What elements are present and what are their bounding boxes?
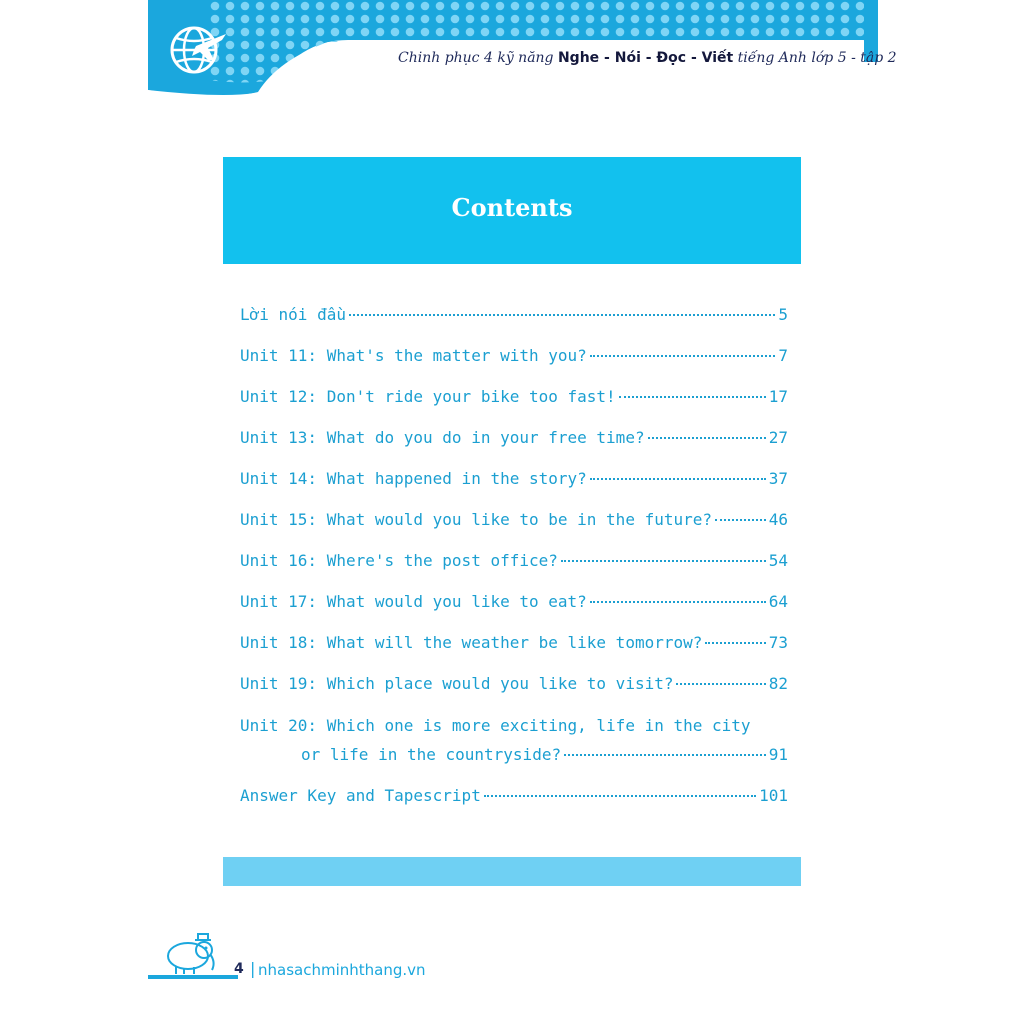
toc-entry[interactable]	[240, 387, 788, 417]
toc-entry-page: 54	[768, 551, 788, 570]
toc-entry[interactable]	[240, 551, 788, 581]
toc-entry-title: Unit 18: What will the weather be like tomorrow?	[240, 633, 703, 652]
contents-title: Contents	[451, 193, 573, 222]
contents-header-box	[223, 157, 801, 264]
toc-entry[interactable]	[240, 510, 788, 540]
toc-leader-dots	[561, 560, 766, 562]
toc-entry-title: Unit 13: What do you do in your free time?	[240, 428, 645, 447]
toc-entry-title: Unit 17: What would you like to eat?	[240, 592, 587, 611]
toc-entry-title: Unit 19: Which place would you like to visit?	[240, 674, 674, 693]
toc-entry-page: 101	[759, 786, 788, 805]
toc-leader-dots	[705, 642, 765, 644]
toc-entry[interactable]	[240, 674, 788, 704]
toc-leader-dots	[590, 601, 766, 603]
toc-entry-page: 46	[768, 510, 788, 529]
toc-entry-page: 27	[768, 428, 788, 447]
toc-leader-dots	[676, 683, 765, 685]
toc-entry[interactable]	[240, 305, 788, 335]
toc-entry[interactable]	[240, 633, 788, 663]
header-title-prefix: Chinh phục 4 kỹ năng	[398, 50, 558, 66]
toc-leader-dots	[484, 795, 756, 797]
toc-entry[interactable]	[301, 745, 788, 775]
toc-leader-dots	[715, 519, 766, 521]
toc-leader-dots	[648, 437, 766, 439]
footer-website[interactable]: nhasachminhthang.vn	[258, 961, 426, 979]
toc-entry-page: 7	[778, 346, 788, 365]
toc-entry-multiline-line1[interactable]: Unit 20: Which one is more exciting, life in the city	[240, 716, 751, 735]
toc-entry-page: 73	[768, 633, 788, 652]
header-title-suffix: tiếng Anh lớp 5 - tập 2	[733, 50, 897, 66]
toc-leader-dots	[619, 396, 766, 398]
toc-entry-title: Unit 15: What would you like to be in the future?	[240, 510, 713, 529]
toc-entry[interactable]	[240, 592, 788, 622]
toc-entry-page: 64	[768, 592, 788, 611]
header-banner	[148, 0, 897, 100]
toc-entry[interactable]	[240, 346, 788, 376]
toc-leader-dots	[349, 314, 775, 316]
header-title-bold: Nghe - Nói - Đọc - Viết	[557, 50, 734, 66]
toc-entry[interactable]	[240, 428, 788, 458]
toc-entry-page: 5	[778, 305, 788, 324]
toc-leader-dots	[564, 754, 766, 756]
toc-entry-title: Unit 14: What happened in the story?	[240, 469, 587, 488]
toc-entry[interactable]	[240, 469, 788, 499]
globe-airplane-icon	[164, 16, 230, 82]
toc-entry-page: 91	[768, 745, 788, 764]
toc-leader-dots	[590, 355, 776, 357]
toc-entry-page: 37	[768, 469, 788, 488]
footer-accent-line	[148, 975, 238, 979]
toc-entry-page: 17	[768, 387, 788, 406]
elephant-icon	[158, 930, 218, 976]
toc-entry-title: Unit 16: Where's the post office?	[240, 551, 558, 570]
bottom-decor-bar	[223, 857, 801, 886]
toc-entry-title: Unit 12: Don't ride your bike too fast!	[240, 387, 616, 406]
toc-entry-title: Answer Key and Tapescript	[240, 786, 481, 805]
toc-entry-page: 82	[768, 674, 788, 693]
toc-entry-title: Unit 11: What's the matter with you?	[240, 346, 587, 365]
toc-entry[interactable]	[240, 786, 788, 816]
page-number: 4	[234, 961, 244, 977]
toc-leader-dots	[590, 478, 766, 480]
toc-entry-title: Lời nói đầu	[240, 305, 346, 324]
toc-entry-title: or life in the countryside?	[301, 745, 562, 764]
footer-separator: |	[250, 959, 256, 978]
header-title	[398, 50, 897, 66]
